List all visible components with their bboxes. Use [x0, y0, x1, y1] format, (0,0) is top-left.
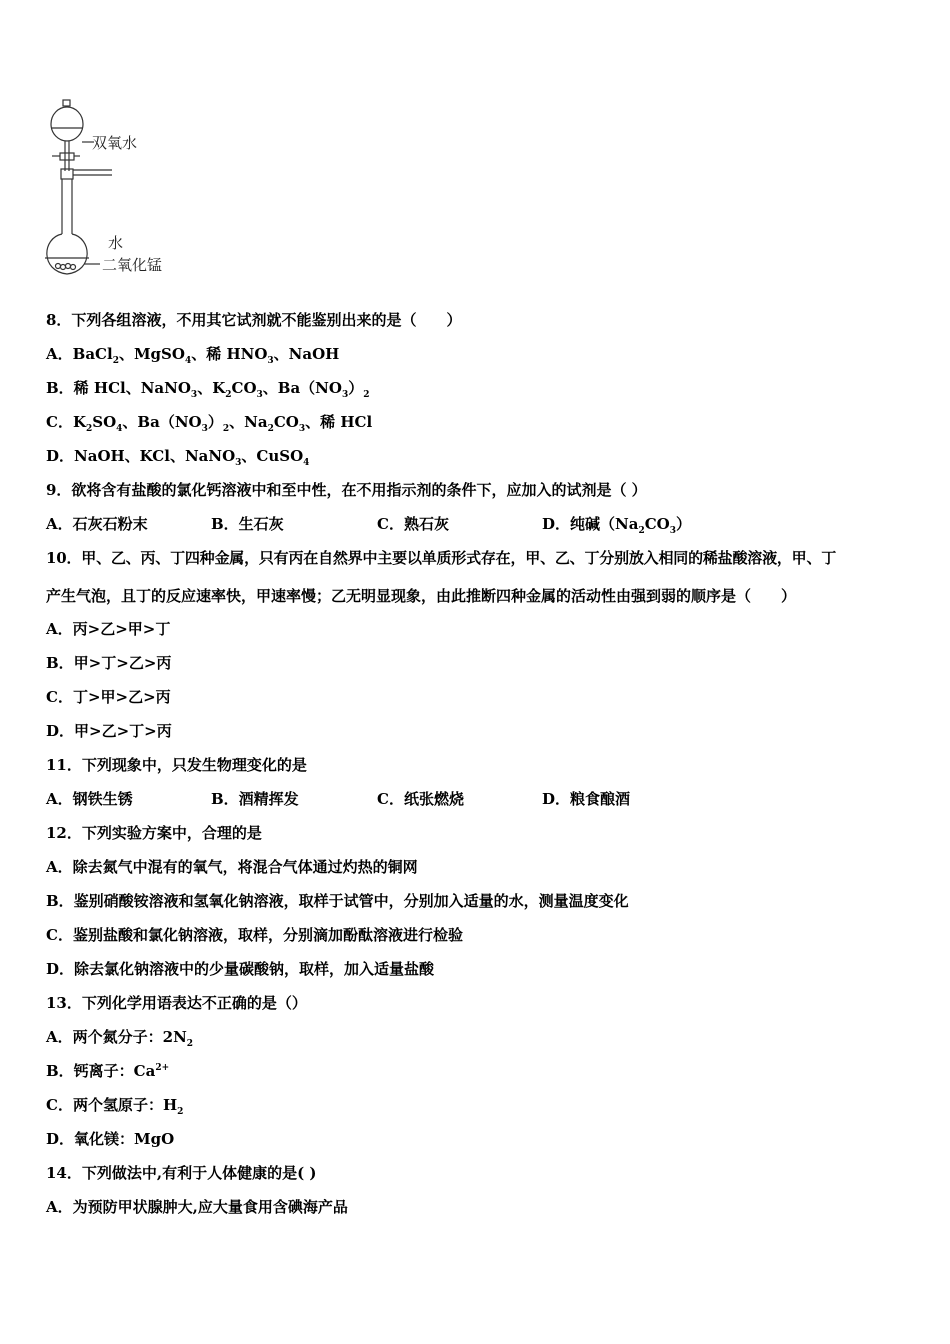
q14-stem: 14．下列做法中,有利于人体健康的是( ): [46, 1164, 317, 1182]
q13-option-a: A．两个氮分子：$2N_2$: [46, 1028, 194, 1049]
q10-option-c: C．丁>甲>乙>丙: [46, 688, 171, 706]
q9-option-b: B．生石灰: [211, 515, 284, 533]
q13-option-c: C．两个氢原子：$H_2$: [46, 1096, 184, 1117]
q10-option-d: D．甲>乙>丁>丙: [46, 722, 172, 740]
q8-stem: 8．下列各组溶液，不用其它试剂就不能鉴别出来的是（ ）: [46, 311, 462, 329]
q11-option-d: D．粮食酿酒: [542, 790, 631, 808]
q10-stem-line1: 10．甲、乙、丙、丁四种金属，只有丙在自然界中主要以单质形式存在，甲、乙、丁分别放入相同的稀盐酸溶液，甲、丁: [46, 549, 837, 567]
q12-option-a: A．除去氮气中混有的氧气，将混合气体通过灼热的铜网: [46, 858, 418, 876]
q9-option-c: C．熟石灰: [377, 515, 449, 533]
q9-option-a: A．石灰石粉末: [46, 515, 148, 533]
q10-option-b: B．甲>丁>乙>丙: [46, 654, 172, 672]
q13-option-b: B．钙离子：$Ca^{2+}$: [46, 1062, 170, 1080]
label-water: 水: [108, 234, 124, 252]
label-manganese-dioxide: 二氧化锰: [102, 256, 163, 274]
label-hydrogen-peroxide: 双氧水: [92, 134, 138, 152]
q8-option-a: A．BaCl$_2$、MgSO$_4$、稀 $HNO_3$、NaOH: [46, 345, 340, 366]
q9-option-d: D．纯碱$(Na_2CO_3)$: [542, 515, 692, 536]
q11-stem: 11．下列现象中，只发生物理变化的是: [46, 756, 307, 774]
q12-option-b: B．鉴别硝酸铵溶液和氢氧化钠溶液，取样于试管中，分别加入适量的水，测量温度变化: [46, 892, 629, 910]
q11-option-c: C．纸张燃烧: [377, 790, 464, 808]
q9-stem: 9．欲将含有盐酸的氯化钙溶液中和至中性，在不用指示剂的条件下，应加入的试剂是（ ）: [46, 481, 647, 499]
q10-stem-line2: 产生气泡，且丁的反应速率快，甲速率慢；乙无明显现象，由此推断四种金属的活动性由强到弱的顺序是（ ）: [46, 587, 797, 605]
q8-option-c: C．$K_2SO_4$、$Ba(NO_3)_2$、$Na_2CO_3$、稀 HCl: [46, 413, 373, 434]
q12-option-c: C．鉴别盐酸和氯化钠溶液，取样，分别滴加酚酞溶液进行检验: [46, 926, 463, 944]
q8-option-d: D．NaOH、KCl、NaNO$_3$、CuSO$_4$: [46, 447, 310, 468]
q12-option-d: D．除去氯化钠溶液中的少量碳酸钠，取样，加入适量盐酸: [46, 960, 435, 978]
q11-option-b: B．酒精挥发: [211, 790, 299, 808]
q11-option-a: A．钢铁生锈: [46, 790, 133, 808]
q12-stem: 12．下列实验方案中，合理的是: [46, 824, 262, 842]
q13-option-d: D．氧化镁：MgO: [46, 1130, 175, 1148]
q14-option-a: A．为预防甲状腺肿大,应大量食用含碘海产品: [46, 1198, 348, 1216]
q8-option-b: B．稀 HCl、NaNO$_3$、$K_2CO_3$、$Ba(NO_3)_2$: [46, 379, 370, 400]
q13-stem: 13．下列化学用语表达不正确的是（）: [46, 994, 307, 1012]
lab-apparatus-diagram: [40, 96, 190, 281]
q10-option-a: A．丙>乙>甲>丁: [46, 620, 171, 638]
